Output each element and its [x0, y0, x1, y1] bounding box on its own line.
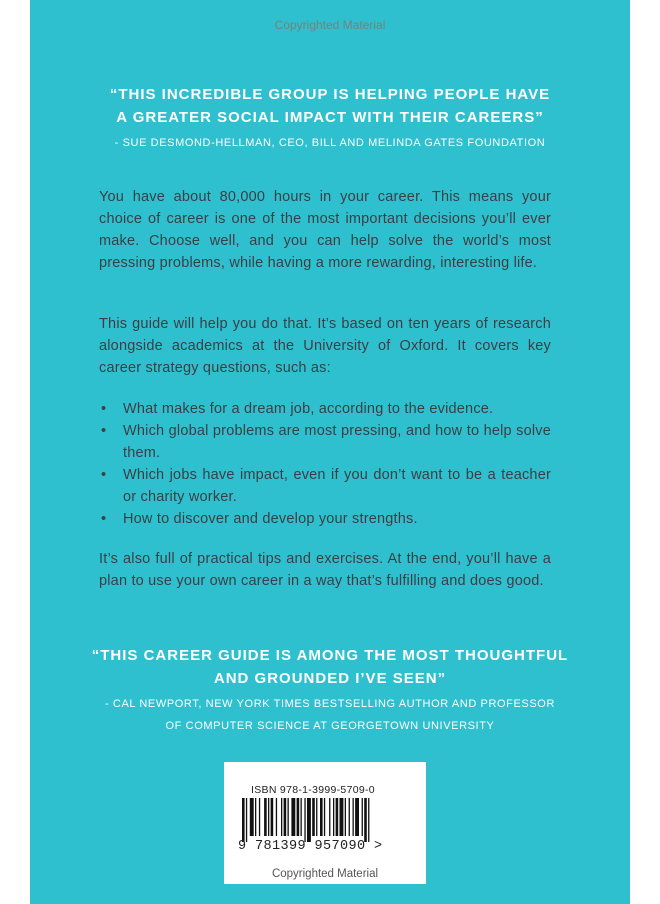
- quote-1-attribution: - SUE DESMOND-HELLMAN, CEO, BILL AND MELINDA GATES FOUNDATION: [114, 137, 546, 149]
- barcode-digits: 9 781399 957090 >: [238, 839, 383, 854]
- watermark-bottom: Copyrighted Material: [271, 868, 379, 880]
- paragraph-2: This guide will help you do that. It’s based on ten years of research alongside academics at the University of Oxford. It covers key career strategy questions, such as:: [99, 316, 551, 376]
- isbn-label: ISBN 978-1-3999-5709-0: [251, 784, 375, 796]
- watermark-top: Copyrighted Material: [274, 18, 386, 32]
- quote-2-attribution-line-1: - CAL NEWPORT, NEW YORK TIMES BESTSELLING AUTHOR AND PROFESSOR: [105, 698, 555, 710]
- quote-2-attribution-line-2: OF COMPUTER SCIENCE AT GEORGETOWN UNIVERSITY: [165, 720, 495, 732]
- list-item: • Which jobs have impact, even if you don’t want to be a teacher or charity worker.: [99, 464, 551, 508]
- barcode-box: [224, 762, 426, 884]
- barcode-icon: [238, 798, 414, 842]
- paragraph-1: You have about 80,000 hours in your career. This means your choice of career is one of the most important decisions you’ll ever make. Choose well, and you can help solve the world’s most pressing problems, while having a more rewarding, interesting life.: [99, 189, 551, 271]
- list-item: • How to discover and develop your strengths.: [99, 508, 551, 530]
- back-cover: [30, 0, 630, 904]
- quote-1-line-2: A GREATER SOCIAL IMPACT WITH THEIR CAREERS”: [116, 109, 544, 126]
- quote-1-line-1: “THIS INCREDIBLE GROUP IS HELPING PEOPLE HAVE: [109, 86, 551, 103]
- career-questions-list: [99, 398, 551, 530]
- list-item: • What makes for a dream job, according to the evidence.: [99, 398, 551, 420]
- list-item: • Which global problems are most pressing, and how to help solve them.: [99, 420, 551, 464]
- paragraph-3: It’s also full of practical tips and exercises. At the end, you’ll have a plan to use your own career in a way that’s fulfilling and does good.: [99, 551, 551, 589]
- quote-2-line-2: AND GROUNDED I’VE SEEN”: [213, 670, 447, 687]
- quote-2-line-1: “THIS CAREER GUIDE IS AMONG THE MOST THOUGHTFUL: [91, 647, 569, 664]
